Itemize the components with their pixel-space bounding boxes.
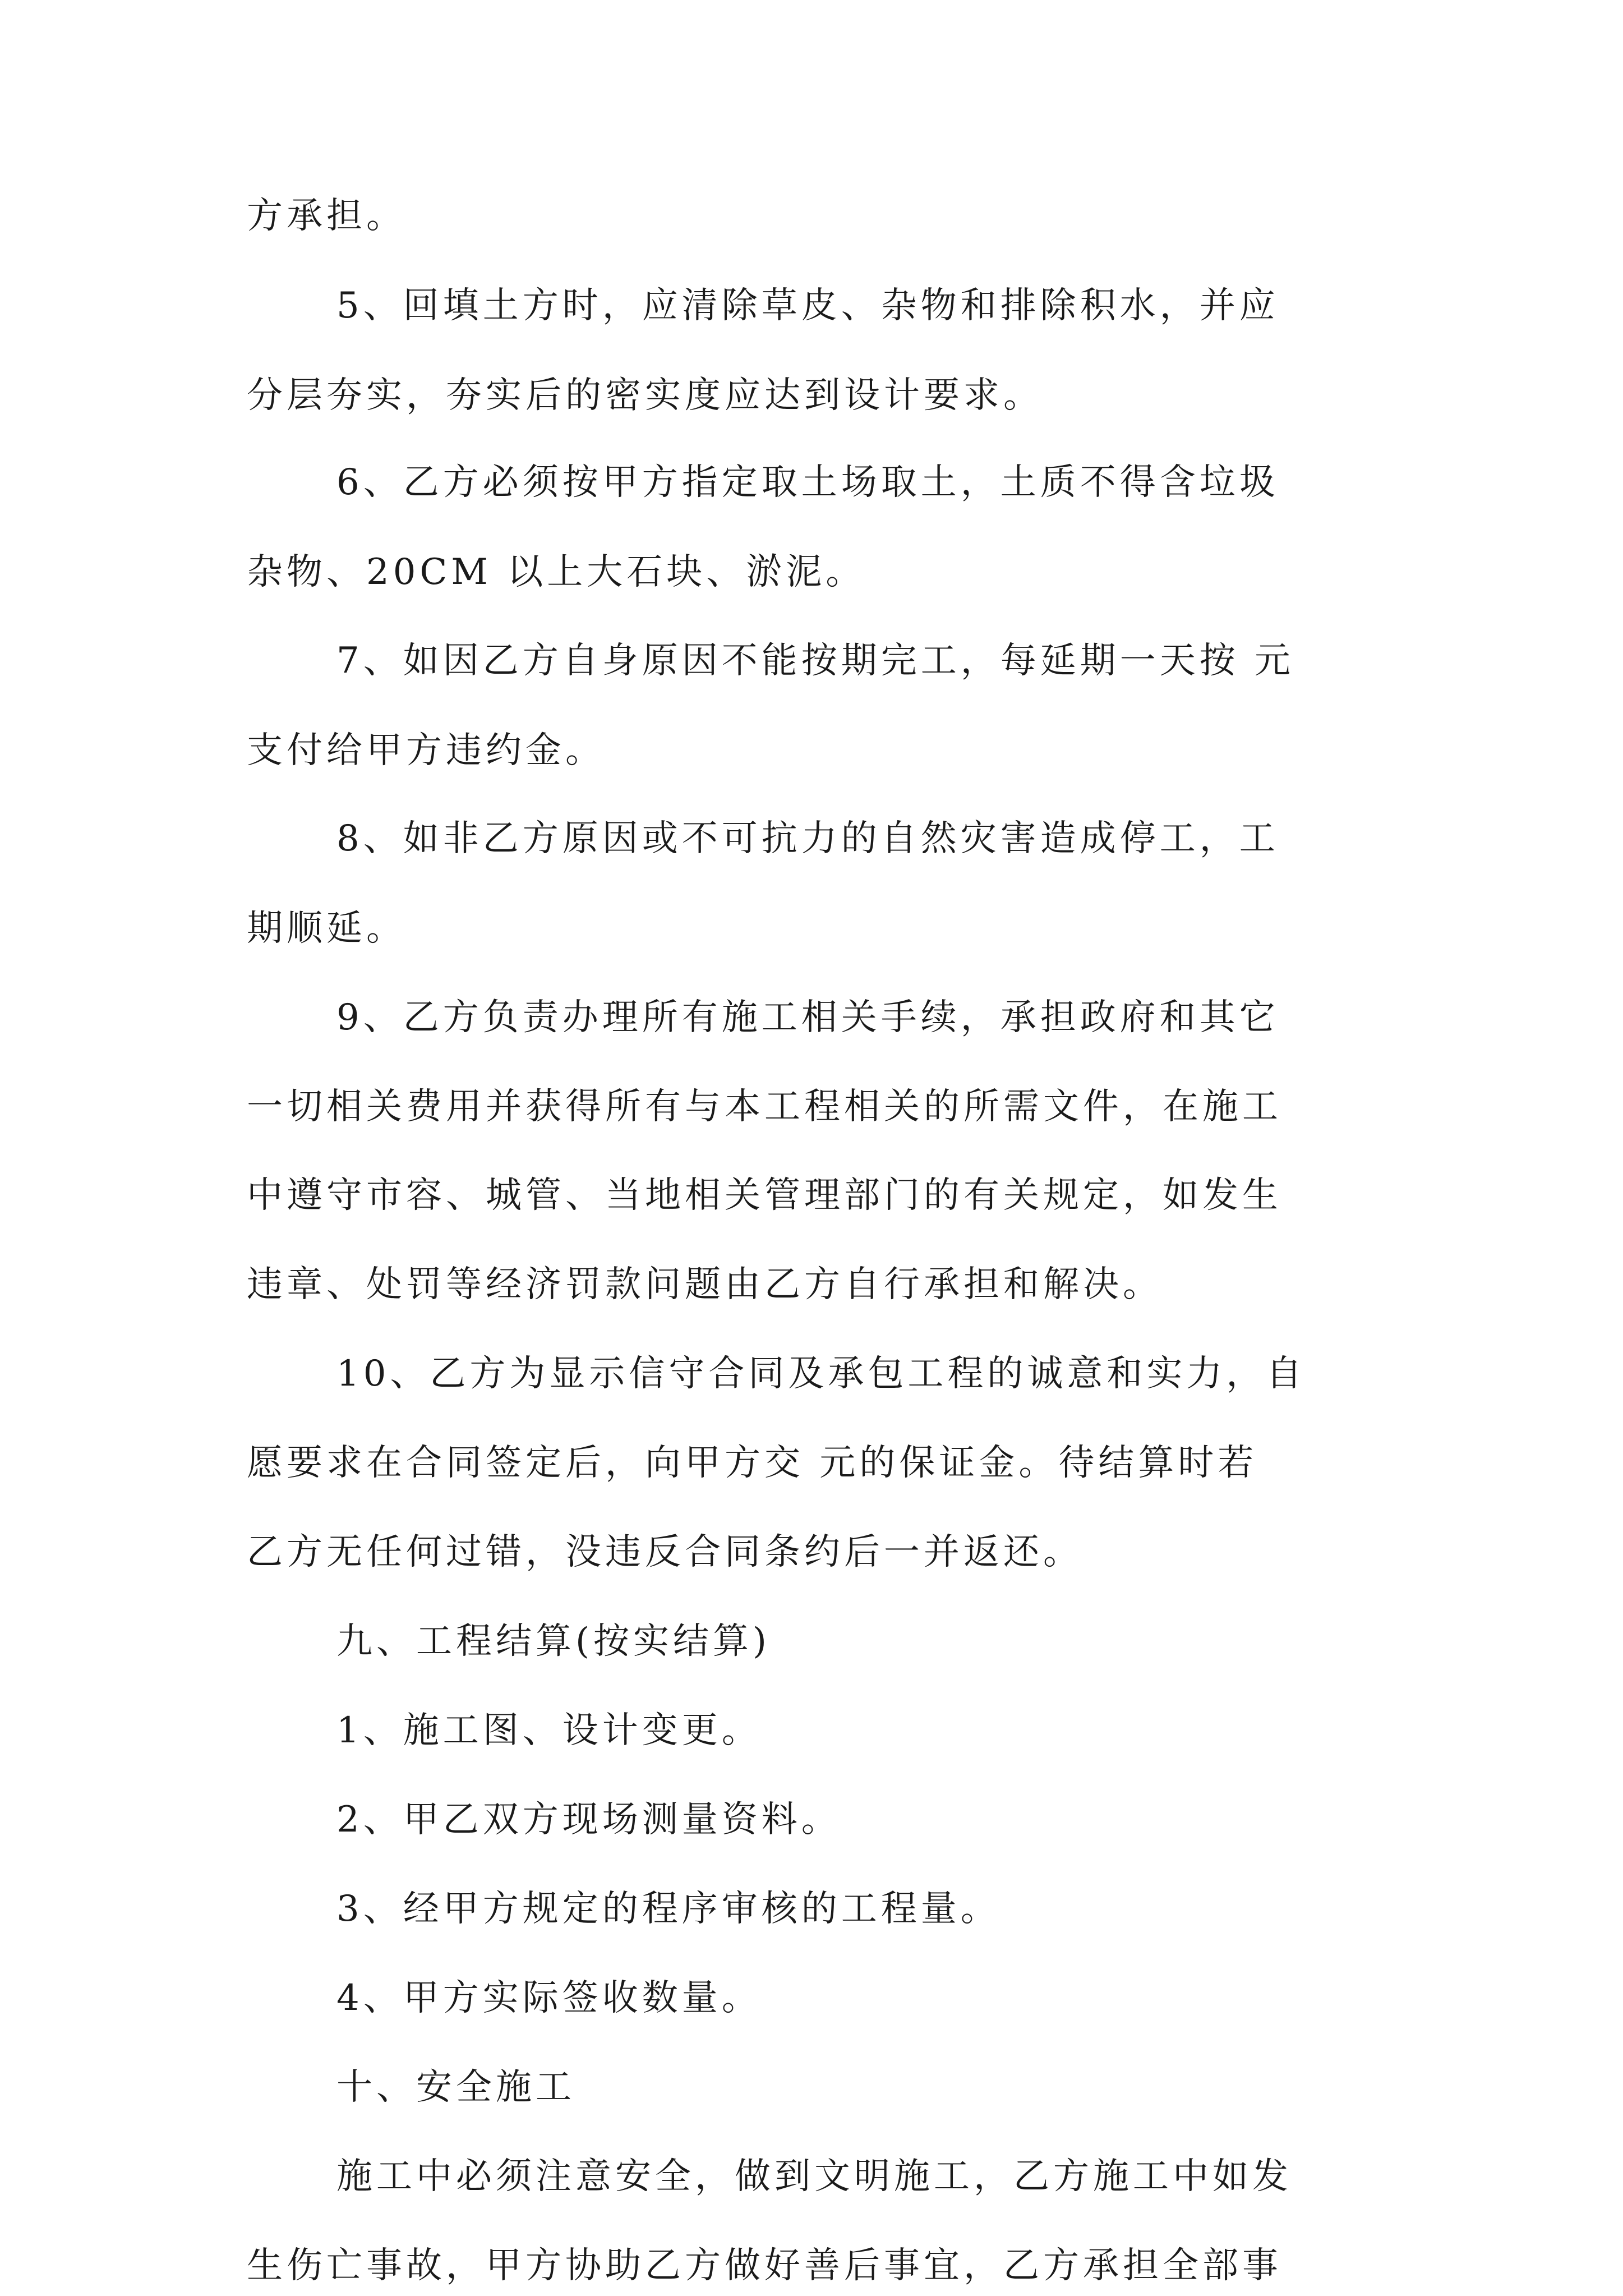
clause-10-line-1: 10、乙方为显示信守合同及承包工程的诚意和实力，自 bbox=[336, 1353, 1306, 1395]
text-line: 方承担。 bbox=[247, 195, 406, 237]
section-10-heading: 十、安全施工 bbox=[336, 2067, 575, 2108]
safety-paragraph-line-2: 生伤亡事故，甲方协助乙方做好善后事宜，乙方承担全部事 bbox=[247, 2245, 1282, 2286]
settlement-item-1: 1、施工图、设计变更。 bbox=[336, 1710, 762, 1751]
settlement-item-3: 3、经甲方规定的程序审核的工程量。 bbox=[336, 1888, 1000, 1930]
settlement-item-4: 4、甲方实际签收数量。 bbox=[336, 1977, 762, 2019]
clause-10-line-3: 乙方无任何过错，没违反合同条约后一并返还。 bbox=[247, 1531, 1083, 1573]
clause-7-line-2: 支付给甲方违约金。 bbox=[247, 730, 605, 771]
clause-5-line-2: 分层夯实，夯实后的密实度应达到设计要求。 bbox=[247, 375, 1043, 416]
clause-5-line-1: 5、回填土方时，应清除草皮、杂物和排除积水，并应 bbox=[336, 285, 1279, 326]
clause-10-line-2: 愿要求在合同签定后，向甲方交 元的保证金。待结算时若 bbox=[247, 1442, 1258, 1484]
clause-9-line-4: 违章、处罚等经济罚款问题由乙方自行承担和解决。 bbox=[247, 1264, 1163, 1305]
safety-paragraph-line-1: 施工中必须注意安全，做到文明施工，乙方施工中如发 bbox=[336, 2156, 1292, 2197]
clause-9-line-2: 一切相关费用并获得所有与本工程相关的所需文件，在施工 bbox=[247, 1086, 1282, 1128]
clause-6-line-1: 6、乙方必须按甲方指定取土场取土，土质不得含垃圾 bbox=[336, 462, 1279, 503]
settlement-item-2: 2、甲乙双方现场测量资料。 bbox=[336, 1799, 841, 1841]
clause-9-line-1: 9、乙方负责办理所有施工相关手续，承担政府和其它 bbox=[336, 997, 1279, 1038]
section-9-heading: 九、工程结算(按实结算) bbox=[336, 1621, 771, 1662]
clause-8-line-1: 8、如非乙方原因或不可抗力的自然灾害造成停工，工 bbox=[336, 818, 1279, 859]
clause-8-line-2: 期顺延。 bbox=[247, 908, 406, 949]
clause-7-line-1: 7、如因乙方自身原因不能按期完工，每延期一天按 元 bbox=[336, 640, 1295, 682]
clause-6-line-2: 杂物、20CM 以上大石块、淤泥。 bbox=[247, 551, 866, 593]
clause-9-line-3: 中遵守市容、城管、当地相关管理部门的有关规定，如发生 bbox=[247, 1175, 1282, 1216]
